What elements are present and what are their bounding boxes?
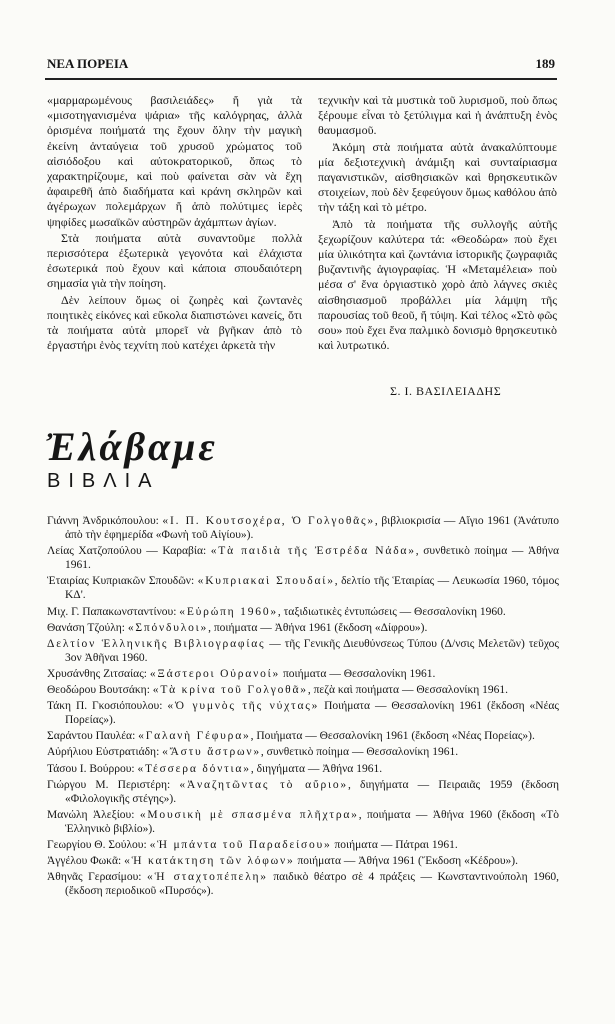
- book-entry: [47, 745, 559, 759]
- book-author: Γιάννη Ἀνδρικόπουλου:: [47, 515, 163, 527]
- header-rule: [45, 78, 557, 80]
- book-author: Τάκη Π. Γκοσιόπουλου:: [47, 700, 168, 713]
- article-paragraph: Ἀκόμη στὰ ποιήματα αὐτὰ ἀνακαλύπτουμε μία δεξιοτεχνικὴ ἀνάμιξη καὶ συνταίριασμα παγανιστικῶν, αἰσθησιακῶν καὶ θρησκευτικῶν στοιχείων, ποὺ δὲν ξεφεύγουν ὅμως καθόλου ἀπὸ τὴν τάξη καὶ τὸ μέτρο.: [318, 139, 557, 215]
- article-left-column: [47, 93, 302, 354]
- book-details: , ποιήματα — Ἀθήνα 1961 (ἔκδοση «Δίφρου»).: [208, 621, 428, 634]
- book-title: «Τὰ παιδιὰ τῆς Ἐστρέδα Νάδα»: [210, 545, 416, 558]
- section-subtitle: ΒΙΒΛΙΑ: [47, 470, 160, 492]
- book-details: , διηγήματα — Ἀθήνα 1961.: [250, 762, 383, 775]
- book-details: ποιήματα — Ἀθήνα 1961 (Ἔκδοση «Κέδρου»).: [294, 855, 519, 868]
- book-author: Λείας Χατζοπούλου — Καραβία:: [47, 545, 211, 558]
- book-title: «Ἀναζητῶντας τὸ αὔριο»: [179, 778, 348, 791]
- article-paragraph: Δὲν λείπουν ὅμως οἱ ζωηρὲς καὶ ζωντανὲς ποιητικὲς εἰκόνες καὶ εὔκολα διαπιστώνει κανείς, ὅτι τὰ ποιήματα αὐτὰ μπορεῖ νὰ βγῆκαν ἀπὸ τὸ ἐργαστήρι ἑνὸς τεχνίτη ποὺ κατέχει ἀρκετὰ τὴν: [47, 292, 302, 353]
- page-number: 189: [535, 56, 555, 71]
- book-entry: [47, 605, 559, 619]
- book-author: Μανώλη Ἀλεξίου:: [47, 808, 140, 821]
- book-title: «Ξάστεροι Οὐρανοί»: [149, 667, 281, 680]
- book-title: «Εὐρώπη 1960»: [179, 605, 278, 618]
- book-details: , Ποιήματα — Θεσσαλονίκη 1961 (ἔκδοση «Νέας Πορείας»).: [250, 730, 535, 743]
- book-author: Γεωργίου Θ. Σούλου:: [47, 838, 150, 851]
- book-entry: [47, 762, 559, 776]
- journal-title: ΝΕΑ ΠΟΡΕΙΑ: [47, 56, 129, 71]
- book-details: παιδικὸ θέατρο σὲ 4 πράξεις — Κωνσταντινούπολη 1960, (ἔκδοση περιοδικοῦ «Πυρσός»).: [65, 871, 560, 898]
- book-entry: [47, 778, 559, 806]
- book-entry: [47, 699, 559, 727]
- book-author: Τάσου Ι. Βούρρου:: [47, 762, 138, 775]
- book-details: , πεζὰ καὶ ποιήματα — Θεσσαλονίκη 1961.: [307, 684, 509, 697]
- book-author: Ἑταιρίας Κυπριακῶν Σπουδῶν:: [47, 575, 198, 588]
- book-title: «Τὰ κρίνα τοῦ Γολγοθᾶ»: [152, 684, 308, 697]
- book-entry: [47, 621, 559, 635]
- book-details: , ταξιδιωτικὲς ἐντυπώσεις — Θεσσαλονίκη 1960.: [277, 605, 506, 618]
- page-header: [47, 56, 555, 72]
- book-author: Θανάση Τζούλη:: [47, 621, 128, 634]
- book-author: Θεοδώρου Βουτσάκη:: [47, 684, 153, 697]
- book-title: «Ι. Π. Κουτσοχέρα, Ὁ Γολγοθᾶς»: [162, 515, 375, 527]
- book-details: , δελτίο τῆς Ἑταιρίας — Λευκωσία 1960, τόμος ΚΔ'.: [65, 575, 559, 602]
- book-entry: [47, 870, 559, 898]
- book-title: «Γαλανὴ Γέφυρα»: [138, 730, 251, 743]
- book-details: Ποιήματα — Θεσσαλονίκη 1961 (ἔκδοση «Νέας Πορείας»).: [65, 700, 559, 727]
- book-author: Αὐρήλιου Εὐστρατιάδη:: [47, 746, 163, 759]
- book-entry: [47, 667, 559, 681]
- book-title: «Ἡ σταχτοπέπελη»: [147, 871, 268, 884]
- book-entry: [47, 838, 559, 852]
- book-title: «Κυπριακαὶ Σπουδαί»: [197, 575, 335, 588]
- book-author: Σαράντου Παυλέα:: [47, 730, 139, 743]
- article-right-column: [318, 93, 557, 354]
- book-details: , ποιήματα — Ἀθήνα 1960 (ἔκδοση «Τὸ Ἑλληνικὸ βιβλίο»).: [65, 808, 560, 835]
- book-title: «Σπόνδυλοι»: [127, 621, 209, 634]
- book-entry: [47, 683, 559, 697]
- book-author: Γιώργου Μ. Περιστέρη:: [47, 778, 180, 791]
- book-title: «Ὁ γυμνὸς τῆς νύχτας»: [167, 700, 320, 713]
- book-author: Ἀθηνᾶς Γερασίμου:: [47, 871, 148, 884]
- book-details: , διηγήματα — Πειραιᾶς 1959 (ἔκδοση «Φιλολογικῆς στέγης»).: [65, 778, 559, 805]
- book-details: , συνθετικὸ ποίημα — Ἀθήνα 1961.: [65, 545, 560, 572]
- book-details: , συνθετικὸ ποίημα — Θεσσαλονίκη 1961.: [260, 746, 459, 759]
- book-details: , βιβλιοκρισία — Αἴγιο 1961 (Ἀνάτυπο ἀπὸ τὴν ἐφημερίδα «Φωνὴ τοῦ Αἰγίου»).: [65, 515, 559, 542]
- book-entry: [47, 574, 559, 602]
- article-paragraph: Στὰ ποιήματα αὐτὰ συναντοῦμε πολλὰ περισσότερα ἐξωτερικὰ γεγονότα καὶ ἐλάχιστα ἐσωτερικά ποὺ ἔχουν καὶ κάποια σπουδαιότερη σημασία γιὰ τὴν ποίηση.: [47, 230, 302, 291]
- book-title: «Ἄστυ ἄστρων»: [162, 746, 261, 759]
- book-author: Μιχ. Γ. Παπακωνσταντίνου:: [47, 605, 180, 618]
- article-signature: Σ. Ι. ΒΑΣΙΛΕΙΑΔΗΣ: [390, 384, 502, 398]
- book-title: «Τέσσερα δόντια»: [137, 762, 251, 775]
- book-author: Χρυσάνθης Ζιτσαίας:: [47, 667, 150, 680]
- books-list: [47, 514, 559, 900]
- article-paragraph: «μαρμαρωμένους βασιλειάδες» ἤ γιὰ τὰ «μισοτηγανισμένα ψάρια» τῆς καλόγρηας, ἀλλὰ ὁρισμένα ποιήματά της ἔχουν ὅλην τὴν μαγικὴ ἐκείνη ἀνταύγεια τοῦ χρυσοῦ χρώματος τοῦ αἰσιόδοξου καὶ αὐτοκρατορικοῦ, ὅπως τὸ χαρακτηρίζουμε, καὶ ποὺ φαίνεται σὰν νὰ ἔχη ἀφαιρεθῆ ἀπὸ διαδήματα καὶ κράνη σκληρῶν καὶ ἀγέρωχων πολεμάρχων ἤ ἀπὸ πολύτιμες ἱερὲς ψηφίδες μωσαϊκῶν αὐστηρῶν ἀχάμπτων ἁγίων.: [47, 93, 302, 229]
- book-details: ποιήματα — Πάτραι 1961.: [331, 838, 458, 851]
- book-entry: [47, 808, 559, 836]
- section-title: Ἐλάβαμε: [45, 424, 218, 469]
- book-title: «Ἡ μπάντα τοῦ Παραδείσου»: [149, 838, 332, 851]
- book-entry: [47, 854, 559, 868]
- book-title: «Ἡ κατάκτηση τῶν λόφων»: [124, 855, 295, 868]
- book-details: ποιήματα — Θεσσαλονίκη 1961.: [280, 667, 436, 680]
- book-title: «Μουσικὴ μὲ σπασμένα πλῆχτρα»: [139, 808, 359, 821]
- book-author: Ἀγγέλου Φωκᾶ:: [47, 855, 125, 868]
- book-entry: [47, 729, 559, 743]
- book-details: — τῆς Γενικῆς Διευθύνσεως Τύπου (Δ/νσις Μελετῶν) τεῦχος 3ον Ἀθῆναι 1960.: [65, 637, 559, 664]
- article-paragraph: τεχνικὴν καὶ τὰ μυστικὰ τοῦ λυρισμοῦ, ποὺ ὅπως ξέρουμε εἶναι τὸ ξετύλιγμα καὶ ἡ ἀνάπτυξη ἑνὸς θαυμασμοῦ.: [318, 93, 557, 138]
- book-title: Δελτίον Ἑλληνικῆς Βιβλιογραφίας: [47, 637, 266, 650]
- article-paragraph: Ἀπὸ τὰ ποιήματα τῆς συλλογῆς αὐτῆς ξεχωρίζουν καλύτερα τά: «Θεοδώρα» ποὺ ἔχει μία ὑλικότητα καὶ ζωντάνια ἱστορικῆς ζωγραφιᾶς βυζαντινῆς ἁγιογραφίας. Ἡ «Μεταμέλεια» ποὺ μέσα σ' ἕνα ὀργιαστικὸ χορὸ ἀπὸ λάγνες σκιὲς αἰσθησιασμοῦ προβάλλει μία λάμψη τῆς παρουσίας τοῦ θεοῦ, ἤ τύψη. Καὶ τέλος «Στὸ φῶς σου» ποὺ ἔχει ἕνα παλμικὸ δονισμὸ θρησκευτικὸ καὶ λυτρωτικό.: [318, 216, 557, 353]
- book-entry: [47, 514, 559, 542]
- book-entry: [47, 544, 559, 572]
- book-entry: [47, 637, 559, 665]
